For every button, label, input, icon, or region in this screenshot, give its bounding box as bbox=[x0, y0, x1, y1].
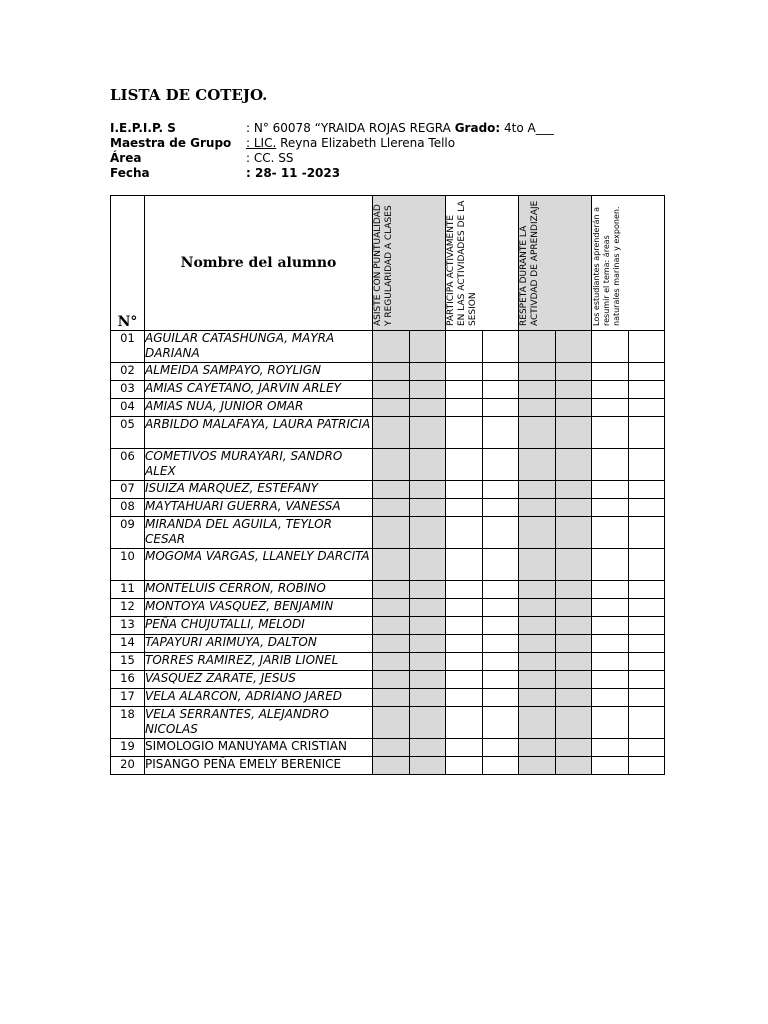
student-name: TORRES RAMIREZ, JARIB LIONEL bbox=[145, 653, 373, 671]
row-number: 18 bbox=[111, 707, 145, 739]
student-name: ISUIZA MARQUEZ, ESTEFANY bbox=[145, 481, 373, 499]
checklist-cell[interactable] bbox=[373, 331, 410, 363]
row-number: 09 bbox=[111, 517, 145, 549]
checklist-cell[interactable] bbox=[592, 481, 629, 499]
checklist-cell[interactable] bbox=[482, 617, 519, 635]
student-name: AMIAS CAYETANO, JARVIN ARLEY bbox=[145, 381, 373, 399]
checklist-cell[interactable] bbox=[373, 635, 410, 653]
checklist-cell[interactable] bbox=[628, 707, 665, 739]
checklist-cell[interactable] bbox=[446, 517, 483, 549]
checklist-cell[interactable] bbox=[482, 481, 519, 499]
checklist-cell[interactable] bbox=[519, 635, 556, 653]
table-row bbox=[111, 481, 665, 499]
table-row bbox=[111, 581, 665, 599]
checklist-cell[interactable] bbox=[555, 635, 592, 653]
checklist-cell[interactable] bbox=[482, 363, 519, 381]
checklist-cell[interactable] bbox=[628, 417, 665, 449]
checklist-cell[interactable] bbox=[373, 653, 410, 671]
checklist-cell[interactable] bbox=[446, 671, 483, 689]
student-name: PEÑA CHUJUTALLI, MELODI bbox=[145, 617, 373, 635]
checklist-cell[interactable] bbox=[555, 363, 592, 381]
student-name: AGUILAR CATASHUNGA, MAYRA DARIANA bbox=[145, 331, 373, 363]
checklist-cell[interactable] bbox=[592, 581, 629, 599]
checklist-cell[interactable] bbox=[592, 449, 629, 481]
maestra-value bbox=[246, 136, 455, 151]
iepip-label: I.E.P.I.P. S bbox=[110, 121, 176, 135]
checklist-cell[interactable] bbox=[519, 399, 556, 417]
checklist-cell[interactable] bbox=[628, 689, 665, 707]
checklist-cell[interactable] bbox=[373, 689, 410, 707]
checklist-cell[interactable] bbox=[409, 331, 446, 363]
table-row bbox=[111, 689, 665, 707]
criterion-header-2 bbox=[446, 196, 519, 331]
checklist-cell[interactable] bbox=[519, 653, 556, 671]
checklist-cell[interactable] bbox=[592, 399, 629, 417]
row-number: 01 bbox=[111, 331, 145, 363]
checklist-cell[interactable] bbox=[446, 399, 483, 417]
table-row bbox=[111, 549, 665, 581]
header-info bbox=[110, 121, 554, 181]
checklist-cell[interactable] bbox=[409, 599, 446, 617]
checklist-cell[interactable] bbox=[519, 689, 556, 707]
checklist-cell[interactable] bbox=[555, 517, 592, 549]
student-name: MIRANDA DEL AGUILA, TEYLOR CESAR bbox=[145, 517, 373, 549]
area-row bbox=[110, 151, 554, 166]
table-row bbox=[111, 449, 665, 481]
row-number: 17 bbox=[111, 689, 145, 707]
table-row bbox=[111, 739, 665, 757]
checklist-cell[interactable] bbox=[446, 581, 483, 599]
row-number: 19 bbox=[111, 739, 145, 757]
checklist-cell[interactable] bbox=[592, 499, 629, 517]
criterion-header-3 bbox=[519, 196, 592, 331]
table-row bbox=[111, 417, 665, 449]
checklist-cell[interactable] bbox=[555, 653, 592, 671]
checklist-cell[interactable] bbox=[555, 331, 592, 363]
fecha-value: : 28- 11 -2023 bbox=[246, 166, 341, 180]
student-name: TAPAYURI ARIMUYA, DALTON bbox=[145, 635, 373, 653]
checklist-cell[interactable] bbox=[628, 635, 665, 653]
checklist-cell[interactable] bbox=[519, 363, 556, 381]
checklist-cell[interactable] bbox=[409, 549, 446, 581]
checklist-cell[interactable] bbox=[592, 739, 629, 757]
checklist-cell[interactable] bbox=[519, 707, 556, 739]
checklist-cell[interactable] bbox=[555, 549, 592, 581]
checklist-cell[interactable] bbox=[592, 671, 629, 689]
checklist-cell[interactable] bbox=[373, 417, 410, 449]
checklist-cell[interactable] bbox=[482, 517, 519, 549]
checklist-cell[interactable] bbox=[482, 599, 519, 617]
checklist-cell[interactable] bbox=[373, 671, 410, 689]
checklist-cell[interactable] bbox=[446, 707, 483, 739]
checklist-cell[interactable] bbox=[519, 671, 556, 689]
checklist-cell[interactable] bbox=[409, 499, 446, 517]
checklist-cell[interactable] bbox=[446, 449, 483, 481]
checklist-cell[interactable] bbox=[519, 481, 556, 499]
student-name: VELA ALARCON, ADRIANO JARED bbox=[145, 689, 373, 707]
checklist-cell[interactable] bbox=[446, 331, 483, 363]
checklist-cell[interactable] bbox=[555, 617, 592, 635]
checklist-cell[interactable] bbox=[555, 499, 592, 517]
checklist-cell[interactable] bbox=[519, 499, 556, 517]
checklist-cell[interactable] bbox=[592, 381, 629, 399]
iepip-school: : N° 60078 “YRAIDA ROJAS REGRA bbox=[246, 121, 451, 135]
criterion-label-3: RESPETA DURANTE LA ACTIVDAD DE APRENDIZAJE bbox=[519, 200, 540, 326]
maestra-label: Maestra de Grupo bbox=[110, 136, 232, 150]
fecha-label: Fecha bbox=[110, 166, 150, 180]
checklist-cell[interactable] bbox=[446, 363, 483, 381]
checklist-cell[interactable] bbox=[592, 653, 629, 671]
checklist-cell[interactable] bbox=[628, 581, 665, 599]
student-name: MOGOMA VARGAS, LLANELY DARCITA bbox=[145, 549, 373, 581]
checklist-cell[interactable] bbox=[592, 599, 629, 617]
checklist-cell[interactable] bbox=[446, 653, 483, 671]
row-number: 14 bbox=[111, 635, 145, 653]
checklist-cell[interactable] bbox=[555, 739, 592, 757]
area-label: Área bbox=[110, 151, 142, 165]
checklist-cell[interactable] bbox=[628, 671, 665, 689]
checklist-cell[interactable] bbox=[592, 417, 629, 449]
checklist-cell[interactable] bbox=[409, 757, 446, 775]
row-number: 10 bbox=[111, 549, 145, 581]
checklist-cell[interactable] bbox=[373, 757, 410, 775]
checklist-cell[interactable] bbox=[373, 499, 410, 517]
grado-value: 4to A___ bbox=[504, 121, 554, 135]
checklist-cell[interactable] bbox=[555, 689, 592, 707]
checklist-cell[interactable] bbox=[628, 599, 665, 617]
checklist-cell[interactable] bbox=[592, 549, 629, 581]
checklist-cell[interactable] bbox=[409, 517, 446, 549]
checklist-cell[interactable] bbox=[628, 481, 665, 499]
checklist-cell[interactable] bbox=[628, 449, 665, 481]
checklist-cell[interactable] bbox=[446, 757, 483, 775]
checklist-cell[interactable] bbox=[409, 739, 446, 757]
row-number: 04 bbox=[111, 399, 145, 417]
checklist-cell[interactable] bbox=[592, 617, 629, 635]
checklist-cell[interactable] bbox=[519, 381, 556, 399]
checklist-cell[interactable] bbox=[373, 549, 410, 581]
table-row bbox=[111, 635, 665, 653]
checklist-cell[interactable] bbox=[628, 517, 665, 549]
table-row bbox=[111, 653, 665, 671]
checklist-cell[interactable] bbox=[592, 635, 629, 653]
checklist-cell[interactable] bbox=[409, 399, 446, 417]
student-name: AMIAS NUA, JUNIOR OMAR bbox=[145, 399, 373, 417]
checklist-cell[interactable] bbox=[409, 653, 446, 671]
student-name: COMETIVOS MURAYARI, SANDRO ALEX bbox=[145, 449, 373, 481]
checklist-cell[interactable] bbox=[446, 689, 483, 707]
checklist-cell[interactable] bbox=[373, 481, 410, 499]
checklist-cell[interactable] bbox=[409, 363, 446, 381]
checklist-cell[interactable] bbox=[373, 581, 410, 599]
checklist-cell[interactable] bbox=[409, 635, 446, 653]
checklist-cell[interactable] bbox=[482, 417, 519, 449]
student-name: SIMOLOGIO MANUYAMA CRISTIAN bbox=[145, 739, 373, 757]
fecha-row bbox=[110, 166, 554, 181]
checklist-cell[interactable] bbox=[628, 331, 665, 363]
row-number: 16 bbox=[111, 671, 145, 689]
checklist-cell[interactable] bbox=[555, 581, 592, 599]
row-number: 05 bbox=[111, 417, 145, 449]
checklist-cell[interactable] bbox=[592, 707, 629, 739]
checklist-cell[interactable] bbox=[482, 739, 519, 757]
checklist-cell[interactable] bbox=[592, 363, 629, 381]
column-header-number: N° bbox=[111, 196, 145, 331]
checklist-cell[interactable] bbox=[409, 381, 446, 399]
checklist-cell[interactable] bbox=[628, 757, 665, 775]
checklist-cell[interactable] bbox=[555, 599, 592, 617]
checklist-cell[interactable] bbox=[628, 363, 665, 381]
maestra-prefix: : LIC. bbox=[246, 136, 277, 150]
criterion-label-4: Los estudiantes aprenderán a resumir el tema: áreas naturales marinas y exponen. bbox=[592, 206, 621, 326]
checklist-cell[interactable] bbox=[446, 617, 483, 635]
checklist-cell[interactable] bbox=[409, 581, 446, 599]
checklist-cell[interactable] bbox=[555, 449, 592, 481]
checklist-cell[interactable] bbox=[519, 617, 556, 635]
checklist-cell[interactable] bbox=[409, 449, 446, 481]
checklist-cell[interactable] bbox=[628, 499, 665, 517]
table-row bbox=[111, 363, 665, 381]
checklist-cell[interactable] bbox=[373, 707, 410, 739]
checklist-cell[interactable] bbox=[482, 499, 519, 517]
student-name: PISANGO PEÑA EMELY BERENICE bbox=[145, 757, 373, 775]
criterion-header-4 bbox=[592, 196, 665, 331]
table-row bbox=[111, 617, 665, 635]
checklist-cell[interactable] bbox=[409, 689, 446, 707]
checklist-cell[interactable] bbox=[446, 635, 483, 653]
checklist-cell[interactable] bbox=[628, 381, 665, 399]
row-number: 08 bbox=[111, 499, 145, 517]
student-name: MAYTAHUARI GUERRA, VANESSA bbox=[145, 499, 373, 517]
row-number: 02 bbox=[111, 363, 145, 381]
checklist-cell[interactable] bbox=[519, 739, 556, 757]
checklist-cell[interactable] bbox=[555, 707, 592, 739]
checklist-cell[interactable] bbox=[592, 517, 629, 549]
checklist-cell[interactable] bbox=[482, 549, 519, 581]
iepip-row bbox=[110, 121, 554, 136]
checklist-cell[interactable] bbox=[446, 381, 483, 399]
student-name: MONTOYA VASQUEZ, BENJAMIN bbox=[145, 599, 373, 617]
checklist-cell[interactable] bbox=[482, 331, 519, 363]
checklist-cell[interactable] bbox=[446, 739, 483, 757]
checklist-cell[interactable] bbox=[373, 739, 410, 757]
row-number: 15 bbox=[111, 653, 145, 671]
checklist-cell[interactable] bbox=[373, 399, 410, 417]
table-row bbox=[111, 399, 665, 417]
checklist-cell[interactable] bbox=[482, 635, 519, 653]
table-row bbox=[111, 707, 665, 739]
table-row bbox=[111, 499, 665, 517]
checklist-cell[interactable] bbox=[555, 757, 592, 775]
student-name: VELA SERRANTES, ALEJANDRO NICOLAS bbox=[145, 707, 373, 739]
table-row bbox=[111, 757, 665, 775]
maestra-row bbox=[110, 136, 554, 151]
checklist-table bbox=[110, 195, 665, 775]
checklist-cell[interactable] bbox=[519, 331, 556, 363]
checklist-cell[interactable] bbox=[555, 417, 592, 449]
student-name: VASQUEZ ZARATE, JESUS bbox=[145, 671, 373, 689]
checklist-cell[interactable] bbox=[592, 689, 629, 707]
checklist-cell[interactable] bbox=[373, 381, 410, 399]
row-number: 07 bbox=[111, 481, 145, 499]
page-title: LISTA DE COTEJO. bbox=[110, 86, 268, 104]
checklist-cell[interactable] bbox=[373, 617, 410, 635]
checklist-cell[interactable] bbox=[519, 581, 556, 599]
student-name: ARBILDO MALAFAYA, LAURA PATRICIA bbox=[145, 417, 373, 449]
criterion-header-1 bbox=[373, 196, 446, 331]
row-number: 20 bbox=[111, 757, 145, 775]
checklist-cell[interactable] bbox=[482, 653, 519, 671]
checklist-cell[interactable] bbox=[519, 449, 556, 481]
checklist-cell[interactable] bbox=[373, 599, 410, 617]
table-row bbox=[111, 331, 665, 363]
checklist-cell[interactable] bbox=[555, 481, 592, 499]
checklist-cell[interactable] bbox=[373, 517, 410, 549]
table-row bbox=[111, 599, 665, 617]
checklist-cell[interactable] bbox=[446, 599, 483, 617]
checklist-cell[interactable] bbox=[482, 381, 519, 399]
iepip-value bbox=[246, 121, 554, 136]
checklist-cell[interactable] bbox=[409, 671, 446, 689]
grado-label: Grado: bbox=[454, 121, 501, 135]
checklist-cell[interactable] bbox=[628, 399, 665, 417]
checklist-cell[interactable] bbox=[482, 671, 519, 689]
criterion-label-1: ASISTE CON PUNTUALIDAD Y REGULARIDAD A CLASES bbox=[373, 204, 394, 326]
checklist-cell[interactable] bbox=[628, 617, 665, 635]
student-name: ALMEIDA SAMPAYO, ROYLIGN bbox=[145, 363, 373, 381]
criterion-label-2: PARTICIPA ACTIVAMENTE EN LAS ACTIVIDADES DE LA SESION bbox=[446, 200, 478, 326]
area-value: : CC. SS bbox=[246, 151, 294, 165]
checklist-cell[interactable] bbox=[519, 549, 556, 581]
checklist-cell[interactable] bbox=[409, 481, 446, 499]
row-number: 13 bbox=[111, 617, 145, 635]
column-header-name: Nombre del alumno bbox=[145, 196, 373, 331]
checklist-cell[interactable] bbox=[628, 739, 665, 757]
student-name: MONTELUIS CERRON, ROBINO bbox=[145, 581, 373, 599]
checklist-cell[interactable] bbox=[409, 707, 446, 739]
checklist-cell[interactable] bbox=[519, 599, 556, 617]
checklist-cell[interactable] bbox=[409, 417, 446, 449]
table-row bbox=[111, 381, 665, 399]
checklist-cell[interactable] bbox=[555, 671, 592, 689]
checklist-cell[interactable] bbox=[482, 707, 519, 739]
checklist-cell[interactable] bbox=[519, 517, 556, 549]
checklist-cell[interactable] bbox=[482, 757, 519, 775]
checklist-cell[interactable] bbox=[482, 449, 519, 481]
maestra-name: Reyna Elizabeth Llerena Tello bbox=[280, 136, 456, 150]
checklist-cell[interactable] bbox=[628, 549, 665, 581]
checklist-cell[interactable] bbox=[373, 449, 410, 481]
checklist-cell[interactable] bbox=[628, 653, 665, 671]
checklist-cell[interactable] bbox=[592, 757, 629, 775]
table-row bbox=[111, 671, 665, 689]
checklist-cell[interactable] bbox=[446, 481, 483, 499]
checklist-cell[interactable] bbox=[446, 417, 483, 449]
checklist-cell[interactable] bbox=[555, 399, 592, 417]
row-number: 03 bbox=[111, 381, 145, 399]
row-number: 11 bbox=[111, 581, 145, 599]
checklist-cell[interactable] bbox=[519, 417, 556, 449]
checklist-cell[interactable] bbox=[446, 499, 483, 517]
table-row bbox=[111, 517, 665, 549]
checklist-cell[interactable] bbox=[519, 757, 556, 775]
row-number: 06 bbox=[111, 449, 145, 481]
checklist-cell[interactable] bbox=[409, 617, 446, 635]
checklist-cell[interactable] bbox=[446, 549, 483, 581]
student-rows bbox=[111, 331, 665, 775]
checklist-cell[interactable] bbox=[592, 331, 629, 363]
header-row bbox=[111, 196, 665, 331]
checklist-cell[interactable] bbox=[482, 399, 519, 417]
checklist-cell[interactable] bbox=[555, 381, 592, 399]
checklist-cell[interactable] bbox=[373, 363, 410, 381]
checklist-cell[interactable] bbox=[482, 689, 519, 707]
checklist-cell[interactable] bbox=[482, 581, 519, 599]
row-number: 12 bbox=[111, 599, 145, 617]
